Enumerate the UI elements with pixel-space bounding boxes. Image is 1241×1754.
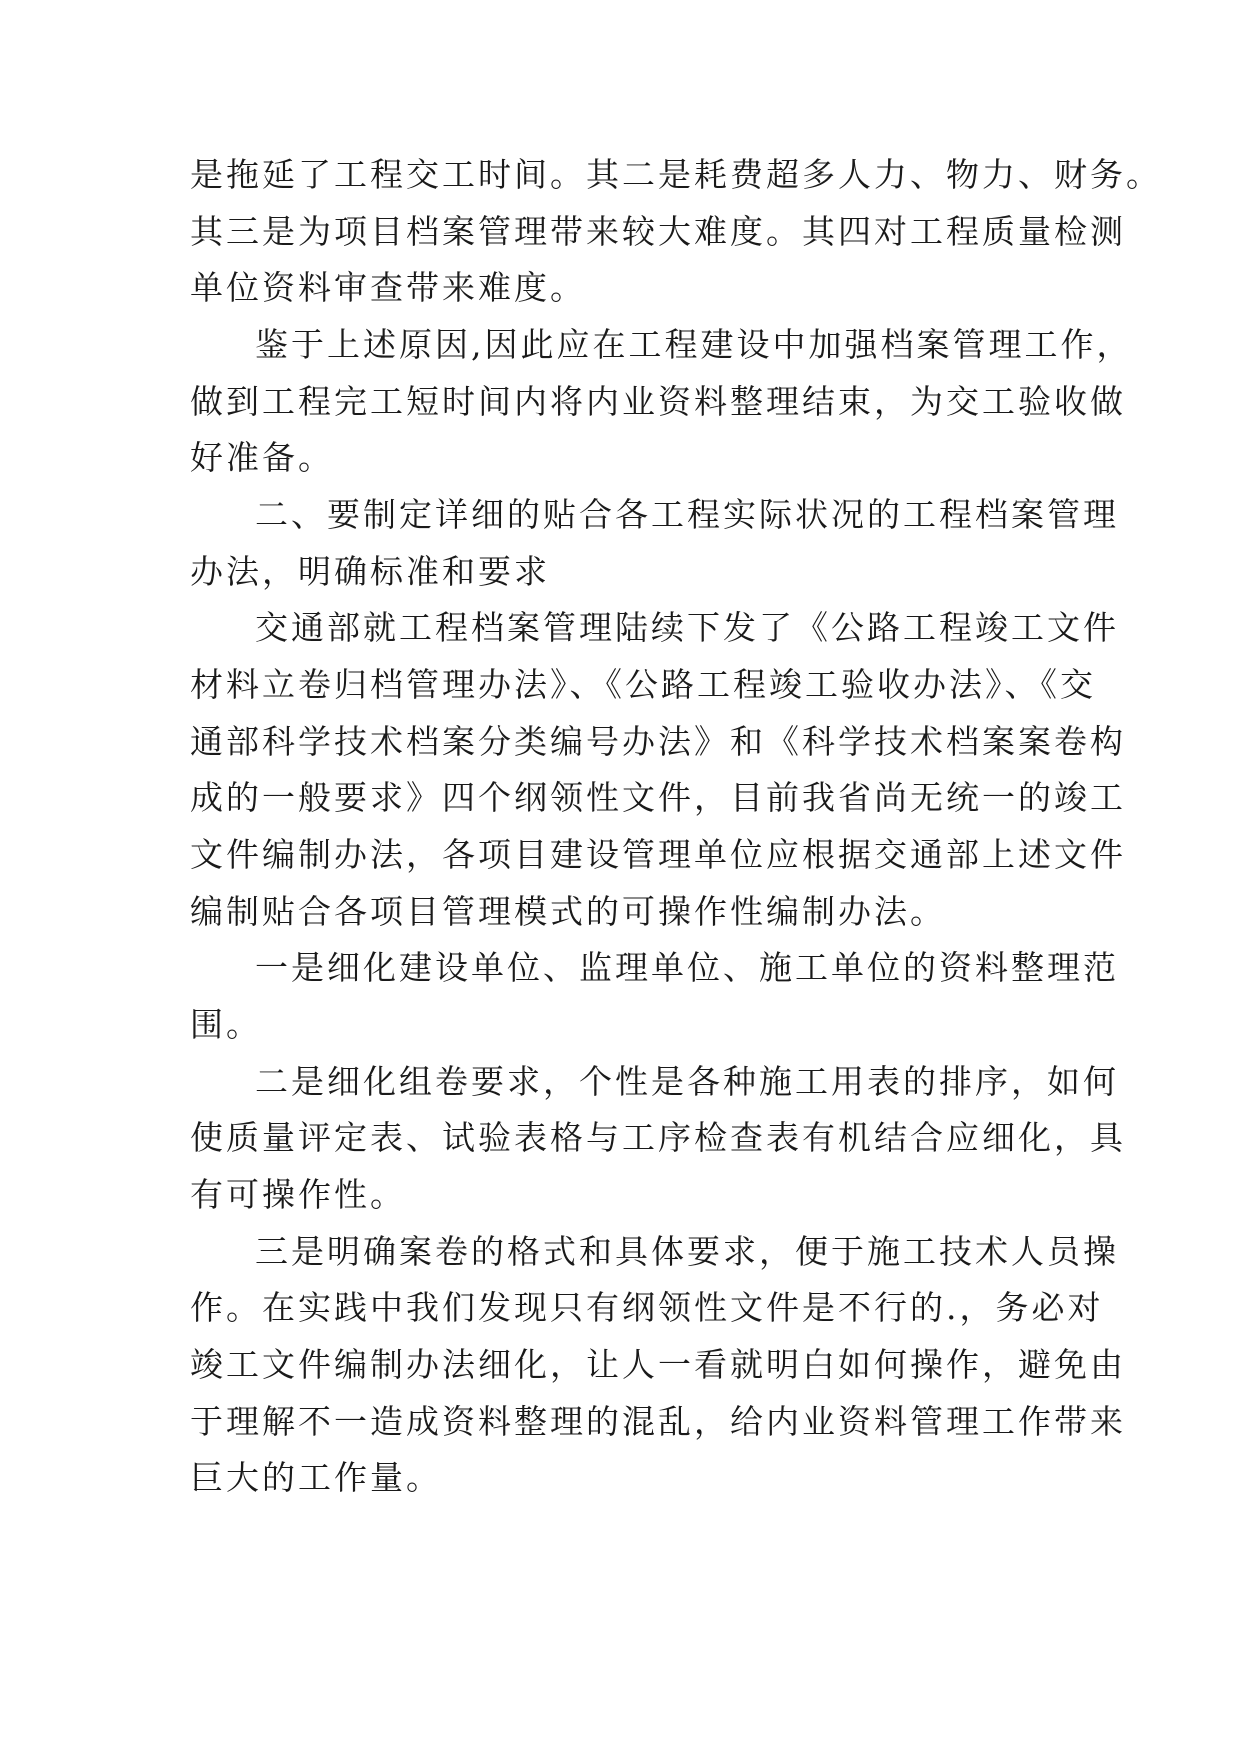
text-line: 三是明确案卷的格式和具体要求，便于施工技术人员操	[255, 1232, 1119, 1271]
section-heading-line: 办法，明确标准和要求	[190, 552, 550, 591]
text-line: 通部科学技术档案分类编号办法》和《科学技术档案案卷构	[190, 722, 1126, 761]
text-line: 编制贴合各项目管理模式的可操作性编制办法。	[190, 892, 946, 931]
text-line: 鉴于上述原因,因此应在工程建设中加强档案管理工作，	[255, 325, 1133, 364]
text-line: 单位资料审查带来难度。	[190, 268, 586, 307]
text-line: 其三是为项目档案管理带来较大难度。其四对工程质量检测	[190, 212, 1126, 251]
text-line: 作。在实践中我们发现只有纲领性文件是不行的.，务必对	[190, 1288, 1104, 1327]
text-line: 有可操作性。	[190, 1175, 406, 1214]
text-line: 是拖延了工程交工时间。其二是耗费超多人力、物力、财务。	[190, 155, 1162, 194]
section-heading-line: 二、要制定详细的贴合各工程实际状况的工程档案管理	[255, 495, 1119, 534]
text-line: 文件编制办法，各项目建设管理单位应根据交通部上述文件	[190, 835, 1126, 874]
text-line: 做到工程完工短时间内将内业资料整理结束，为交工验收做	[190, 382, 1126, 421]
text-line: 材料立卷归档管理办法》、《公路工程竣工验收办法》、《交	[190, 665, 1096, 704]
text-line: 二是细化组卷要求，个性是各种施工用表的排序，如何	[255, 1062, 1119, 1101]
text-line: 巨大的工作量。	[190, 1458, 442, 1497]
text-line: 一是细化建设单位、监理单位、施工单位的资料整理范	[255, 948, 1119, 987]
text-line: 交通部就工程档案管理陆续下发了《公路工程竣工文件	[255, 608, 1119, 647]
text-line: 竣工文件编制办法细化，让人一看就明白如何操作，避免由	[190, 1345, 1126, 1384]
text-line: 使质量评定表、试验表格与工序检查表有机结合应细化，具	[190, 1118, 1126, 1157]
text-line: 好准备。	[190, 438, 334, 477]
text-line: 围。	[190, 1005, 262, 1044]
text-line: 成的一般要求》四个纲领性文件，目前我省尚无统一的竣工	[190, 778, 1126, 817]
text-line: 于理解不一造成资料整理的混乱，给内业资料管理工作带来	[190, 1402, 1126, 1441]
